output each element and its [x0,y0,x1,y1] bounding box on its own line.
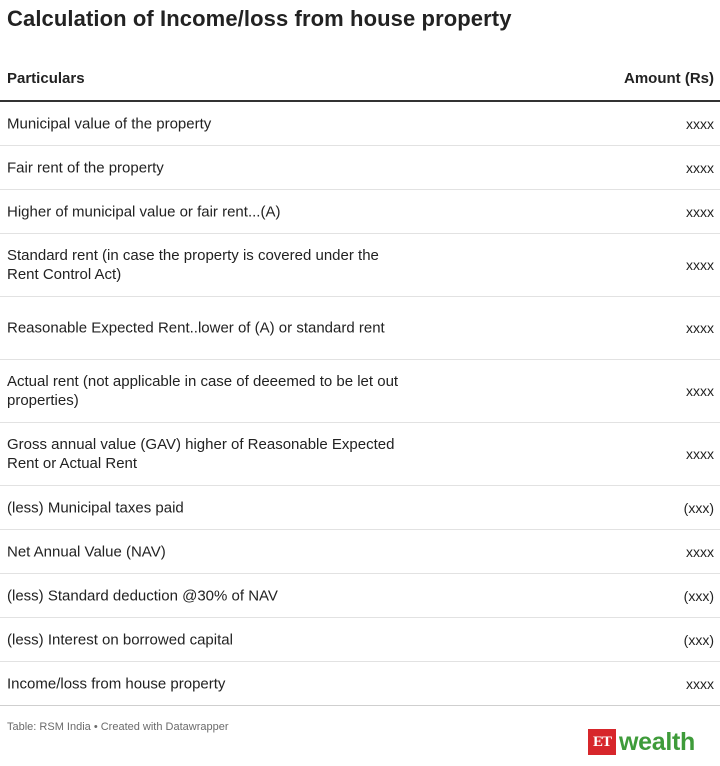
row-amount: (xxx) [683,587,714,604]
row-particular: Reasonable Expected Rent..lower of (A) or standard rent [7,319,385,337]
table-row [0,530,720,574]
row-particular: Higher of municipal value or fair rent...(A) [7,203,281,220]
table-row [0,618,720,662]
row-amount: (xxx) [683,499,714,516]
row-amount: (xxx) [683,631,714,648]
row-amount: xxxx [686,115,714,132]
row-particular: (less) Municipal taxes paid [7,499,184,516]
row-particular: (less) Standard deduction @30% of NAV [7,587,278,604]
column-header-amount: Amount (Rs) [624,70,714,87]
row-amount: xxxx [686,675,714,692]
column-header-particulars: Particulars [7,70,85,87]
row-particular: Net Annual Value (NAV) [7,543,166,560]
et-wealth-logo [588,727,713,757]
row-particular: Standard rent (in case the property is covered under the Rent Control Act) [7,247,379,283]
row-particular: (less) Interest on borrowed capital [7,631,233,648]
et-logo-mark: ET [588,729,616,755]
table-row [0,486,720,530]
row-particular: Gross annual value (GAV) higher of Reasonable Expected Rent or Actual Rent [7,436,395,472]
row-particular: Income/loss from house property [7,675,226,692]
table-row [0,102,720,146]
table-row [0,662,720,706]
income-table [0,58,720,706]
table-row [0,574,720,618]
row-amount: xxxx [686,383,714,399]
table-row [0,146,720,190]
table-row [0,360,720,423]
source-note: Table: RSM India • Created with Datawrapper [7,721,229,733]
row-amount: xxxx [686,203,714,220]
row-amount: xxxx [686,257,714,273]
page-title: Calculation of Income/loss from house property [7,6,512,31]
row-amount: xxxx [686,320,714,336]
table-row [0,423,720,486]
row-amount: xxxx [686,159,714,176]
row-amount: xxxx [686,446,714,462]
table-row [0,190,720,234]
row-amount: xxxx [686,543,714,560]
table-row [0,234,720,297]
table-row [0,297,720,360]
row-particular: Fair rent of the property [7,159,164,176]
wealth-logo-word: wealth [619,727,695,756]
row-particular: Municipal value of the property [7,115,212,132]
row-particular: Actual rent (not applicable in case of deeemed to be let out properties) [7,373,399,409]
table-header [0,58,720,102]
